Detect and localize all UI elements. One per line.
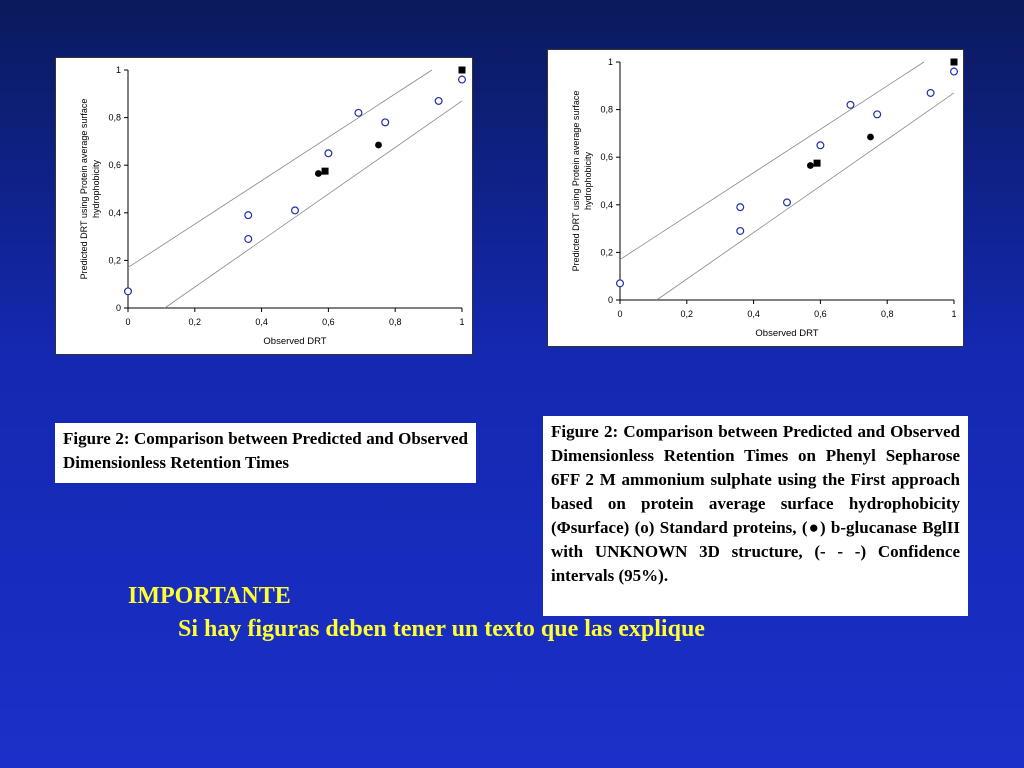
confidence-line-lower	[165, 101, 462, 308]
y-axis-label: Predicted DRT using Protein average surface	[79, 98, 89, 280]
y-axis-label-line2: hydrophobicity	[91, 159, 101, 219]
data-point-open-circle	[617, 280, 624, 287]
data-point-open-circle	[951, 68, 958, 75]
figure-caption-short: Figure 2: Comparison between Predicted and Observed Dimensionless Retention Times	[55, 423, 476, 483]
confidence-line-lower	[657, 93, 954, 300]
data-point-open-circle	[784, 199, 791, 206]
data-point-open-circle	[737, 228, 744, 235]
data-point-filled-square	[814, 160, 821, 167]
y-tick-label: 1	[607, 57, 613, 67]
chart-svg	[56, 58, 472, 354]
y-tick-label: 0,6	[108, 160, 121, 171]
y-tick-label: 0	[607, 295, 613, 305]
data-point-open-circle	[325, 150, 332, 157]
y-tick-label: 0,8	[108, 112, 121, 123]
x-tick-label: 0,4	[255, 317, 268, 327]
data-point-open-circle	[355, 109, 362, 116]
scatter-chart-right	[547, 49, 964, 347]
x-tick-label: 0	[125, 317, 131, 327]
x-tick-label: 0,2	[188, 317, 202, 327]
scatter-chart-left	[55, 57, 473, 355]
data-point-open-circle	[292, 207, 299, 214]
data-point-open-circle	[817, 142, 824, 149]
data-point-open-circle	[125, 288, 132, 295]
y-tick-label: 0	[115, 303, 121, 313]
x-axis-label: Observed DRT	[755, 328, 819, 339]
y-tick-label: 1	[115, 65, 121, 75]
y-tick-label: 0,4	[108, 207, 121, 218]
x-tick-label: 0,6	[814, 309, 827, 319]
x-tick-label: 0,8	[880, 309, 894, 319]
y-axis-label: Predicted DRT using Protein average surface	[571, 90, 581, 272]
data-point-open-circle	[927, 90, 934, 97]
x-tick-label: 1	[951, 309, 957, 319]
data-point-open-circle	[245, 212, 252, 219]
x-tick-label: 0,4	[747, 309, 760, 319]
data-point-filled-square	[459, 67, 466, 74]
data-point-open-circle	[847, 101, 854, 108]
y-tick-label: 0,2	[600, 247, 613, 258]
x-tick-label: 0,6	[322, 317, 335, 327]
x-tick-label: 0	[617, 309, 623, 319]
y-tick-label: 0,4	[600, 199, 613, 210]
y-axis-label-line2: hydrophobicity	[583, 151, 593, 211]
data-point-open-circle	[874, 111, 881, 118]
data-point-open-circle	[737, 204, 744, 211]
data-point-filled-square	[951, 59, 958, 66]
data-point-filled-circle	[315, 170, 322, 177]
x-tick-label: 0,8	[388, 317, 402, 327]
data-point-open-circle	[382, 119, 389, 126]
data-point-open-circle	[245, 236, 252, 243]
note-body: Si hay figuras deben tener un texto que las explique	[178, 616, 705, 642]
data-point-filled-square	[322, 168, 329, 175]
y-tick-label: 0,6	[600, 152, 613, 163]
chart-svg	[548, 50, 963, 346]
note-title: IMPORTANTE	[128, 583, 291, 609]
y-tick-label: 0,2	[108, 255, 121, 266]
data-point-open-circle	[459, 76, 466, 83]
x-tick-label: 0,2	[680, 309, 694, 319]
confidence-line-upper	[128, 70, 432, 268]
data-point-open-circle	[435, 98, 442, 105]
x-axis-label: Observed DRT	[263, 336, 327, 347]
data-point-filled-circle	[807, 162, 814, 169]
confidence-line-upper	[620, 62, 924, 260]
x-tick-label: 1	[459, 317, 465, 327]
figure-caption-detailed: Figure 2: Comparison between Predicted and Observed Dimensionless Retention Times on Phenyl Sepharose 6FF 2 M ammonium sulphate using the First approach based on protein average surface hydrophobicity (Φsurface) (o) Standard proteins, (●) b-glucanase BglII with UNKNOWN 3D structure, (- - -) Confidence intervals (95%).	[543, 416, 968, 616]
data-point-filled-circle	[375, 142, 382, 149]
data-point-filled-circle	[867, 134, 874, 141]
y-tick-label: 0,8	[600, 104, 613, 115]
